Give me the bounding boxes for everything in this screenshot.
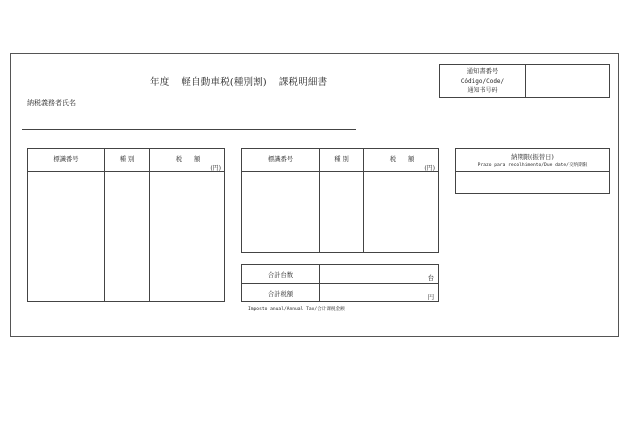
left-col-plate-header: 標識番号 [53,156,79,163]
notice-number-label [440,67,525,96]
right-yen-unit: (円) [424,165,435,172]
right-col-type-header: 種 別 [334,156,349,163]
totals-table [241,264,439,302]
title-sub: 課税明細書 [278,77,328,88]
taxpayer-name-line[interactable] [22,129,356,130]
left-col-type-header: 種 別 [119,156,135,163]
notice-number-value-field[interactable] [526,65,609,97]
title-main: 軽自動車税(種別割) [181,77,267,88]
left-yen-unit: (円) [210,165,221,172]
annual-tax-footnote: Imposto anual/Annual Tax/合计课税金额 [248,307,345,312]
total-tax-label: 合計税額 [267,291,294,298]
total-count-label: 合計台数 [267,272,294,279]
notice-label-line2: Código/Code/ [460,77,505,85]
taxpayer-name-label: 納税義務者氏名 [27,99,76,107]
vehicle-table-left [27,148,225,302]
notice-number-box [439,64,610,98]
left-col-amount-header: 税 額 [175,156,201,163]
total-count-unit: 台 [427,275,434,282]
due-date-title: 納期限(振替日) [511,154,554,161]
right-col-plate-header: 標識番号 [267,156,294,163]
due-date-box [455,148,610,194]
notice-label-line1: 通知書番号 [466,68,499,75]
vehicle-table-right [241,148,439,253]
notice-label-line3: 通知书号码 [467,87,498,94]
due-date-subtitle: Prazo para recolhimento/Due date/交纳期限 [477,163,588,168]
due-date-value-field[interactable] [456,172,609,193]
form-title [150,74,327,88]
title-year: 年度 [150,77,170,88]
total-tax-unit: 円 [427,294,434,301]
right-col-amount-header: 税 額 [389,156,415,163]
